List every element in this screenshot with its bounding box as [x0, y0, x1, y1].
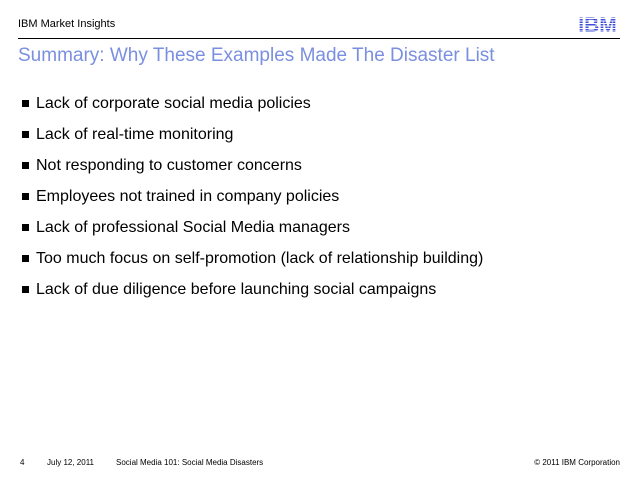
- ibm-logo-icon: [575, 14, 620, 34]
- bullet-item: [20, 150, 483, 181]
- bullet-text: Lack of due diligence before launching social campaigns: [36, 280, 437, 298]
- bullet-square-icon: [22, 100, 29, 107]
- bullet-square-icon: [22, 162, 29, 169]
- bullet-item: [20, 119, 483, 150]
- header-divider: [18, 38, 620, 39]
- footer-page-number: 4: [20, 458, 25, 467]
- bullet-item: [20, 88, 483, 119]
- bullet-item: [20, 243, 483, 274]
- svg-text:IBM: IBM: [578, 14, 617, 34]
- bullet-item: [20, 212, 483, 243]
- bullet-list: [20, 88, 483, 305]
- bullet-square-icon: [22, 224, 29, 231]
- bullet-item: [20, 274, 483, 305]
- bullet-square-icon: [22, 131, 29, 138]
- bullet-text: Lack of professional Social Media managers: [36, 218, 350, 236]
- bullet-square-icon: [22, 286, 29, 293]
- bullet-text: Employees not trained in company policies: [36, 187, 340, 205]
- bullet-text: Not responding to customer concerns: [36, 156, 302, 174]
- footer-presentation-title: Social Media 101: Social Media Disasters: [116, 458, 264, 467]
- bullet-square-icon: [22, 255, 29, 262]
- bullet-square-icon: [22, 193, 29, 200]
- bullet-text: Lack of corporate social media policies: [36, 94, 311, 112]
- bullet-text: Too much focus on self-promotion (lack of relationship building): [36, 249, 484, 267]
- footer-date: July 12, 2011: [47, 458, 94, 467]
- header-label: IBM Market Insights: [18, 18, 116, 30]
- bullet-text: Lack of real-time monitoring: [36, 125, 234, 143]
- bullet-item: [20, 181, 483, 212]
- footer-copyright: © 2011 IBM Corporation: [534, 458, 620, 467]
- slide-title: Summary: Why These Examples Made The Disaster List: [18, 45, 495, 66]
